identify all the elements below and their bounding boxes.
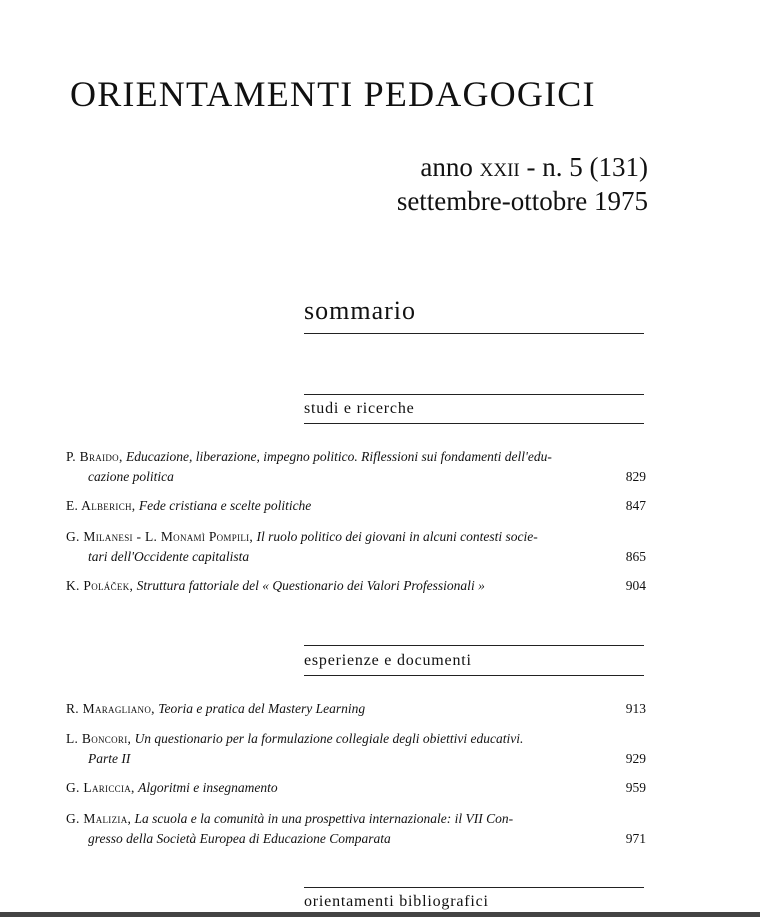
- toc-entry: [66, 699, 646, 719]
- entry-title-line1: Fede cristiana e scelte politiche: [138, 498, 312, 513]
- entry-title-line1: Algoritmi e insegnamento: [138, 780, 278, 795]
- entry-page-number: 971: [625, 831, 646, 846]
- toc-entry: [66, 729, 646, 769]
- entry-title-line1: La scuola e la comunità in una prospettiva internazionale: il VII Con-: [134, 811, 514, 826]
- entry-author: G. Malizia,: [66, 811, 132, 826]
- issue-number: - n. 5 (131): [526, 152, 648, 182]
- entry-title-line1: Struttura fattoriale del « Questionario dei Valori Professionali »: [136, 578, 485, 593]
- section-rule-bottom: [304, 423, 644, 424]
- toc-entry: [66, 809, 646, 849]
- entry-page-number: 913: [625, 701, 646, 716]
- entry-title-line1: Un questionario per la formulazione collegiale degli obiettivi educativi.: [134, 731, 524, 746]
- issue-year-prefix: anno: [420, 152, 473, 182]
- issue-date-line: settembre-ottobre 1975: [396, 186, 648, 216]
- toc-entry: [66, 447, 646, 487]
- scan-edge: [0, 912, 760, 917]
- entry-page-number: 904: [625, 578, 646, 593]
- entry-author: P. Braido,: [66, 449, 123, 464]
- entry-title-line2: cazione politica: [88, 469, 174, 484]
- entry-title-line1: Il ruolo politico dei giovani in alcuni contesti socie-: [256, 529, 538, 544]
- section-label-orientamenti-bibliografici: orientamenti bibliografici: [304, 893, 489, 910]
- entry-title-line2: tari dell'Occidente capitalista: [88, 549, 250, 564]
- section-rule-top: [304, 887, 644, 888]
- journal-title: ORIENTAMENTI PEDAGOGICI: [70, 74, 596, 114]
- section-rule-bottom: [304, 675, 644, 676]
- toc-heading-rule: [304, 333, 644, 334]
- entry-author: R. Maragliano,: [66, 701, 155, 716]
- entry-author: K. Poláček,: [66, 578, 134, 593]
- entry-page-number: 847: [625, 498, 646, 513]
- entry-page-number: 929: [625, 751, 646, 766]
- entry-title-line2: Parte II: [88, 751, 131, 766]
- toc-entry: [66, 496, 646, 516]
- issue-info: [397, 150, 648, 218]
- entry-page-number: 959: [625, 780, 646, 795]
- entry-author: G. Milanesi - L. Monamì Pompili,: [66, 529, 254, 544]
- section-label-studi-e-ricerche: studi e ricerche: [304, 400, 415, 417]
- issue-number-line: [397, 150, 648, 184]
- entry-author: E. Alberich,: [66, 498, 136, 513]
- issue-year-roman: xxii: [479, 152, 520, 182]
- section-rule-top: [304, 645, 644, 646]
- entry-title-line1: Educazione, liberazione, impegno politico. Riflessioni sui fondamenti dell'edu-: [126, 449, 552, 464]
- entry-author: G. Lariccia,: [66, 780, 135, 795]
- entry-page-number: 829: [625, 469, 646, 484]
- section-rule-top: [304, 394, 644, 395]
- toc-entry: [66, 576, 646, 596]
- entry-author: L. Boncori,: [66, 731, 132, 746]
- entry-title-line1: Teoria e pratica del Mastery Learning: [158, 701, 366, 716]
- entry-title-line2: gresso della Società Europea di Educazione Comparata: [88, 831, 391, 846]
- entry-page-number: 865: [625, 549, 646, 564]
- toc-entry: [66, 778, 646, 798]
- section-label-esperienze-e-documenti: esperienze e documenti: [304, 652, 472, 669]
- toc-heading: sommario: [304, 296, 416, 325]
- toc-entry: [66, 527, 646, 567]
